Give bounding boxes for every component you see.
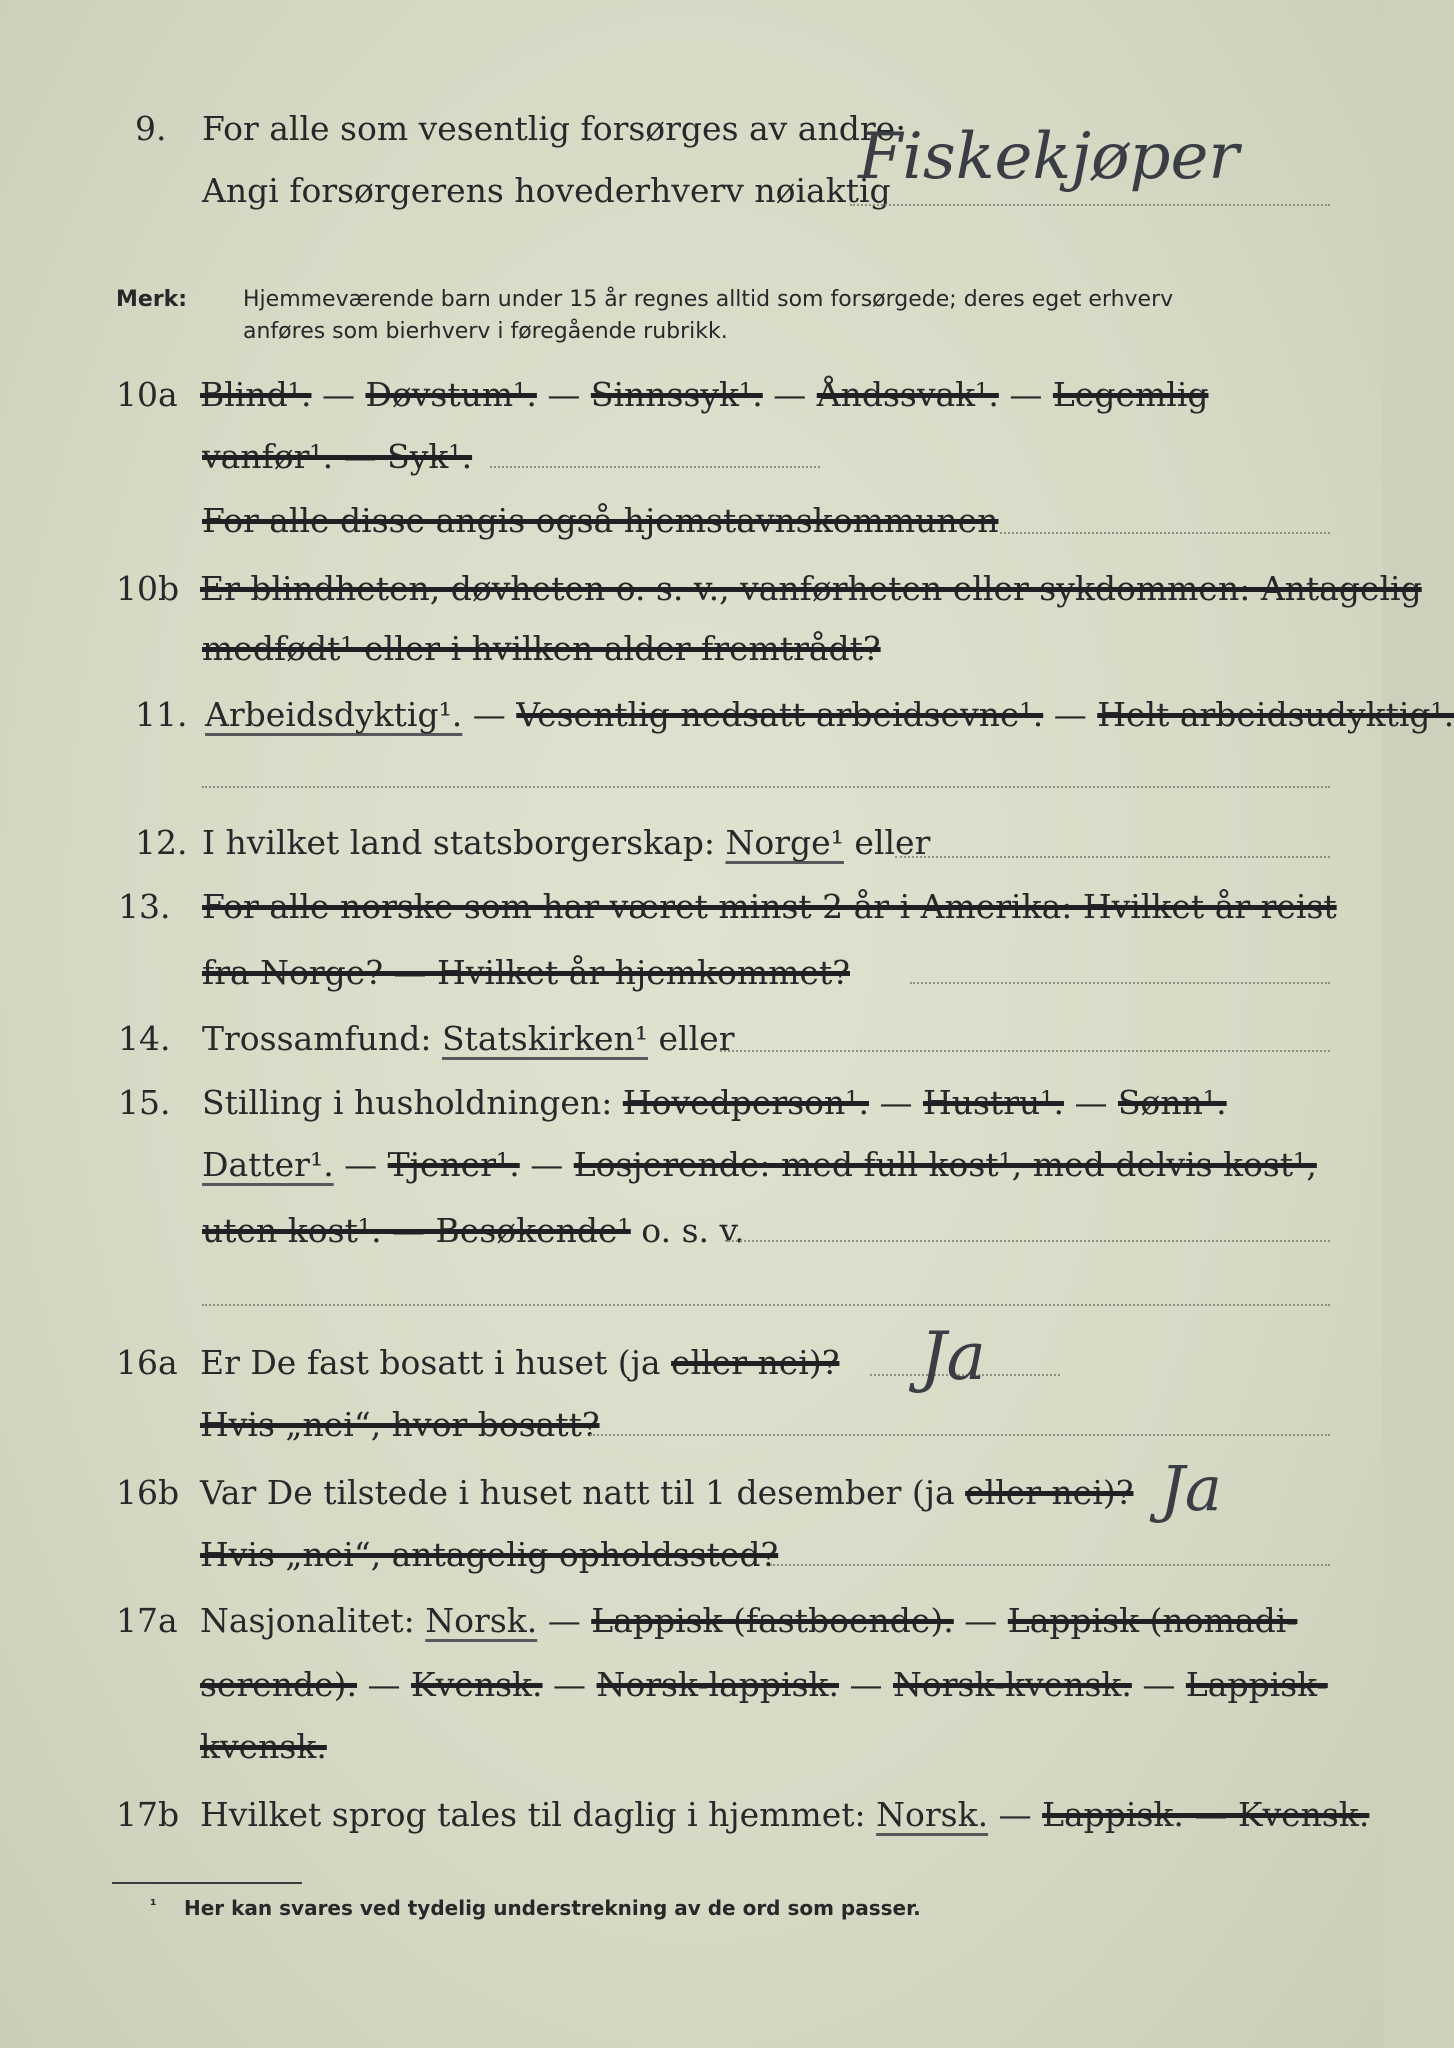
- q15-line2: Datter¹. — Tjener¹. — Losjerende: med full kost¹, med delvis kost¹,: [202, 1145, 1317, 1184]
- q16a-handwritten-answer: Ja: [920, 1318, 986, 1395]
- q17a-answer-norsk: Norsk.: [425, 1601, 538, 1640]
- q10a-dots3: [1000, 532, 1330, 534]
- q15-dots3: [725, 1240, 1330, 1242]
- q16b-handwritten-answer: Ja: [1160, 1452, 1222, 1525]
- q17a-line1: Nasjonalitet: Norsk. — Lappisk (fastboende). — Lappisk (nomadi-: [200, 1601, 1298, 1640]
- q17b-line: Hvilket sprog tales til daglig i hjemmet: Norsk. — Lappisk. — Kvensk.: [200, 1795, 1370, 1834]
- q10a-blind: Blind¹.: [200, 375, 312, 414]
- q10a-line1: Blind¹. — Døvstum¹. — Sinnssyk¹. — Åndssvak¹. — Legemlig: [200, 375, 1209, 414]
- q15-dots4: [202, 1304, 1330, 1306]
- q10a-line3: For alle disse angis også hjemstavnskommunen: [202, 501, 999, 540]
- q14-answer-statskirken: Statskirken¹: [441, 1019, 649, 1058]
- footnote-text: Her kan svares ved tydelig understrekning av de ord som passer.: [184, 1896, 921, 1920]
- q16a-line1: Er De fast bosatt i huset (ja eller nei)?: [200, 1343, 840, 1382]
- q17a-number: 17a: [116, 1601, 178, 1640]
- q13-line2: fra Norge? — Hvilket år hjemkommet?: [202, 953, 850, 992]
- q10a-dots2: [490, 466, 820, 468]
- q17a-line3: kvensk.: [200, 1727, 327, 1766]
- q10b-line1: Er blindheten, døvheten o. s. v., vanførheten eller sykdommen: Antagelig: [200, 569, 1422, 608]
- q16b-number: 16b: [116, 1473, 180, 1512]
- q16b-dots2: [770, 1564, 1330, 1566]
- q9-line2: Angi forsørgerens hovederhverv nøiaktig: [202, 171, 891, 210]
- q11-dots: [202, 786, 1330, 788]
- q15-answer-datter: Datter¹.: [202, 1145, 334, 1184]
- merk-line1: Hjemmeværende barn under 15 år regnes alltid som forsørgede; deres eget erhverv: [243, 287, 1174, 312]
- q10a-line2: vanfør¹. — Syk¹.: [202, 437, 473, 476]
- q11-number: 11.: [135, 695, 188, 734]
- q10b-line2: medfødt¹ eller i hvilken alder fremtrådt?: [202, 629, 881, 668]
- q12-number: 12.: [135, 823, 188, 862]
- q10a-sinnssyk: Sinnssyk¹.: [590, 375, 763, 414]
- q14-line: Trossamfund: Statskirken¹ eller: [202, 1019, 735, 1058]
- q14-number: 14.: [118, 1019, 171, 1058]
- footnote-mark: ¹: [150, 1896, 157, 1914]
- q16b-line1: Var De tilstede i huset natt til 1 desember (ja eller nei)?: [200, 1473, 1134, 1512]
- q10b-number: 10b: [116, 569, 180, 608]
- q10a-number: 10a: [116, 375, 178, 414]
- q10a-dovstum: Døvstum¹.: [365, 375, 537, 414]
- q13-line1: For alle norske som har været minst 2 år i Amerika: Hvilket år reist: [202, 887, 1337, 926]
- q16a-number: 16a: [116, 1343, 178, 1382]
- q10a-andssvak: Åndssvak¹.: [816, 375, 999, 414]
- q15-line1: Stilling i husholdningen: Hovedperson¹. — Hustru¹. — Sønn¹.: [202, 1083, 1227, 1122]
- q12-line: I hvilket land statsborgerskap: Norge¹ eller: [202, 823, 931, 862]
- q11-answer-arbeidsdyktig: Arbeidsdyktig¹.: [205, 695, 463, 734]
- q12-answer-norge: Norge¹: [725, 823, 844, 862]
- q16a-dots2: [590, 1434, 1330, 1436]
- q10a-legemlig: Legemlig: [1052, 375, 1209, 414]
- q11-line: Arbeidsdyktig¹. — Vesentlig nedsatt arbeidsevne¹. — Helt arbeidsudyktig¹.: [205, 695, 1454, 734]
- q16a-line2: Hvis „nei“, hvor bosatt?: [200, 1405, 600, 1444]
- q12-dots: [895, 856, 1330, 858]
- q9-number: 9.: [135, 109, 167, 148]
- q9-line1: For alle som vesentlig forsørges av andre:: [202, 109, 907, 148]
- q9-answer-line: [850, 204, 1330, 206]
- q15-line3: uten kost¹. — Besøkende¹ o. s. v.: [202, 1211, 745, 1250]
- q17b-answer-norsk: Norsk.: [876, 1795, 989, 1834]
- q9-handwritten-answer: Fiskekjøper: [858, 120, 1239, 194]
- merk-line2: anføres som bierhverv i føregående rubrikk.: [243, 319, 728, 344]
- q13-dots: [910, 982, 1330, 984]
- footnote-rule: [112, 1882, 302, 1884]
- q15-number: 15.: [118, 1083, 171, 1122]
- q14-dots: [720, 1050, 1330, 1052]
- merk-label: Merk:: [116, 287, 188, 312]
- q16b-line2: Hvis „nei“, antagelig opholdssted?: [200, 1535, 779, 1574]
- q13-number: 13.: [118, 887, 171, 926]
- q17b-number: 17b: [116, 1795, 180, 1834]
- q17a-line2: serende). — Kvensk. — Norsk-lappisk. — Norsk-kvensk. — Lappisk-: [200, 1665, 1328, 1704]
